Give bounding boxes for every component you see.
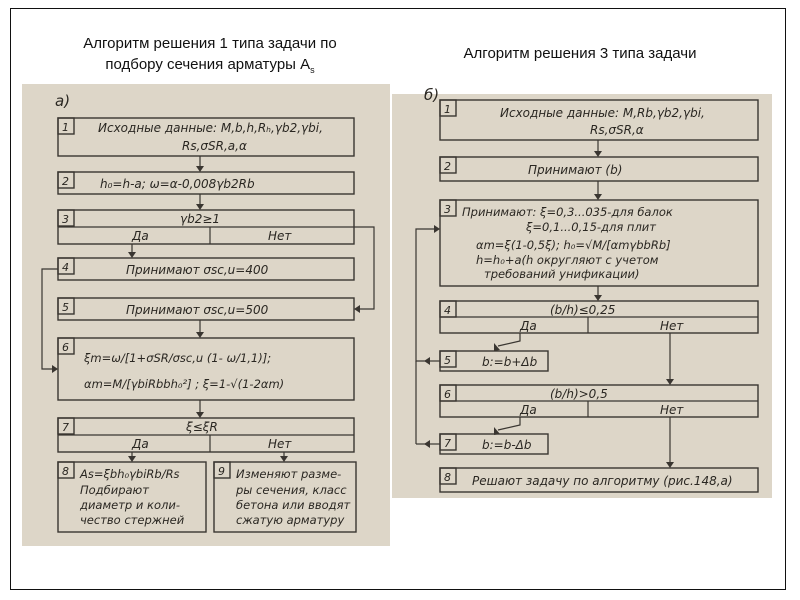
right-block-1-line2: Rs,σSR,α (590, 123, 644, 137)
left-block-9-line2: ры сечения, класс (236, 483, 347, 497)
right-block-3-line5: требований унификации) (484, 267, 640, 281)
left-block-3-no: Нет (268, 229, 292, 243)
left-block-8-line2: Подбирают (80, 483, 149, 497)
right-block-6-number: 6 (444, 388, 451, 401)
right-block-5-number: 5 (444, 354, 451, 367)
left-block-4-line1: Принимают σsc,u=400 (126, 263, 269, 277)
right-block-7 (440, 434, 548, 454)
left-block-9 (214, 462, 356, 532)
right-block-7-line1: b:=b-Δb (482, 438, 532, 452)
left-title-line1: Алгоритм решения 1 типа задачи по (83, 35, 337, 52)
left-block-1 (58, 118, 354, 156)
right-figure-label: б) (424, 86, 440, 104)
right-block-8 (440, 468, 758, 492)
left-block-6-number: 6 (62, 341, 69, 354)
left-block-3-number: 3 (62, 213, 69, 226)
left-block-2-line1: h₀=h-a; ω=α-0,008γb2Rb (100, 177, 255, 191)
right-block-8-number: 8 (444, 471, 451, 484)
right-block-5-line1: b:=b+Δb (482, 355, 538, 369)
left-block-7-number: 7 (62, 421, 69, 434)
left-block-4 (58, 258, 354, 280)
right-block-2-line1: Принимают (b) (528, 163, 623, 177)
left-block-1-number: 1 (62, 121, 69, 134)
right-block-1-line1: Исходные данные: M,Rb,γb2,γbi, (500, 106, 705, 120)
left-block-9-number: 9 (218, 465, 225, 478)
right-block-3-line3: αm=ξ(1-0,5ξ); h₀=√M/[αmγbbRb] (476, 238, 671, 252)
left-title-subscript: s (310, 65, 315, 75)
left-block-2-number: 2 (62, 175, 69, 188)
left-block-8-line1: As=ξbh₀γbiRb/Rs (80, 467, 180, 481)
right-connectors (416, 140, 674, 468)
right-title: Алгоритм решения 3 типа задачи (463, 45, 697, 62)
left-block-3-condition: γb2≥1 (180, 212, 221, 226)
right-block-4-number: 4 (444, 304, 451, 317)
left-block-2 (58, 172, 354, 194)
left-block-8-line3: диаметр и коли- (80, 498, 180, 512)
right-block-7-number: 7 (444, 437, 451, 450)
right-block-8-line1: Решают задачу по алгоритму (рис.148,а) (472, 474, 733, 488)
right-block-1 (440, 100, 758, 140)
left-block-6-line1: ξm=ω/[1+σSR/σsc,u (1- ω/1,1)]; (84, 351, 272, 365)
left-block-7-condition: ξ≤ξR (186, 420, 218, 434)
right-block-3-line4: h=h₀+a(h округляют с учетом (476, 253, 659, 267)
left-block-7-decision (58, 418, 354, 452)
right-block-5 (440, 351, 548, 371)
left-block-7-yes: Да (132, 437, 149, 451)
right-block-6-no: Нет (660, 403, 684, 417)
right-block-4-decision (440, 301, 758, 333)
right-block-3-line2: ξ=0,1...0,15-для плит (526, 220, 656, 234)
left-block-9-line4: сжатую арматуру (236, 513, 345, 527)
right-block-2-number: 2 (444, 160, 451, 173)
right-block-6-yes: Да (520, 403, 537, 417)
left-block-8-number: 8 (62, 465, 69, 478)
right-block-3-number: 3 (444, 203, 451, 216)
left-block-5-number: 5 (62, 301, 69, 314)
right-block-6-condition: (b/h)>0,5 (550, 387, 608, 401)
right-block-4-condition: (b/h)≤0,25 (550, 303, 616, 317)
right-block-4-no: Нет (660, 319, 684, 333)
right-block-3 (440, 200, 758, 286)
right-block-3-line1: Принимают: ξ=0,3...035-для балок (462, 205, 673, 219)
left-block-3-decision (58, 210, 354, 244)
left-block-6-line2: αm=M/[γbiRbbh₀²] ; ξ=1-√(1-2αm) (84, 377, 285, 391)
right-block-6-decision (440, 385, 758, 417)
left-block-4-number: 4 (62, 261, 69, 274)
left-title-line2: подбору сечения арматуры A (105, 56, 311, 73)
left-block-8 (58, 462, 206, 532)
left-block-5 (58, 298, 354, 320)
left-block-1-line1: Исходные данные: M,b,h,Rₕ,γb2,γbi, (98, 121, 323, 135)
left-block-6 (58, 338, 354, 400)
left-block-9-line3: бетона или вводят (236, 498, 351, 512)
right-block-1-number: 1 (444, 103, 451, 116)
left-block-8-line4: чество стержней (80, 513, 185, 527)
right-block-2 (440, 157, 758, 181)
left-block-1-line2: Rs,σSR,a,α (182, 139, 247, 153)
left-block-9-line1: Изменяют разме- (236, 467, 342, 481)
left-block-7-no: Нет (268, 437, 292, 451)
right-block-4-yes: Да (520, 319, 537, 333)
left-block-3-yes: Да (132, 229, 149, 243)
left-block-5-line1: Принимают σsc,u=500 (126, 303, 269, 317)
left-figure-label: а) (55, 92, 71, 110)
